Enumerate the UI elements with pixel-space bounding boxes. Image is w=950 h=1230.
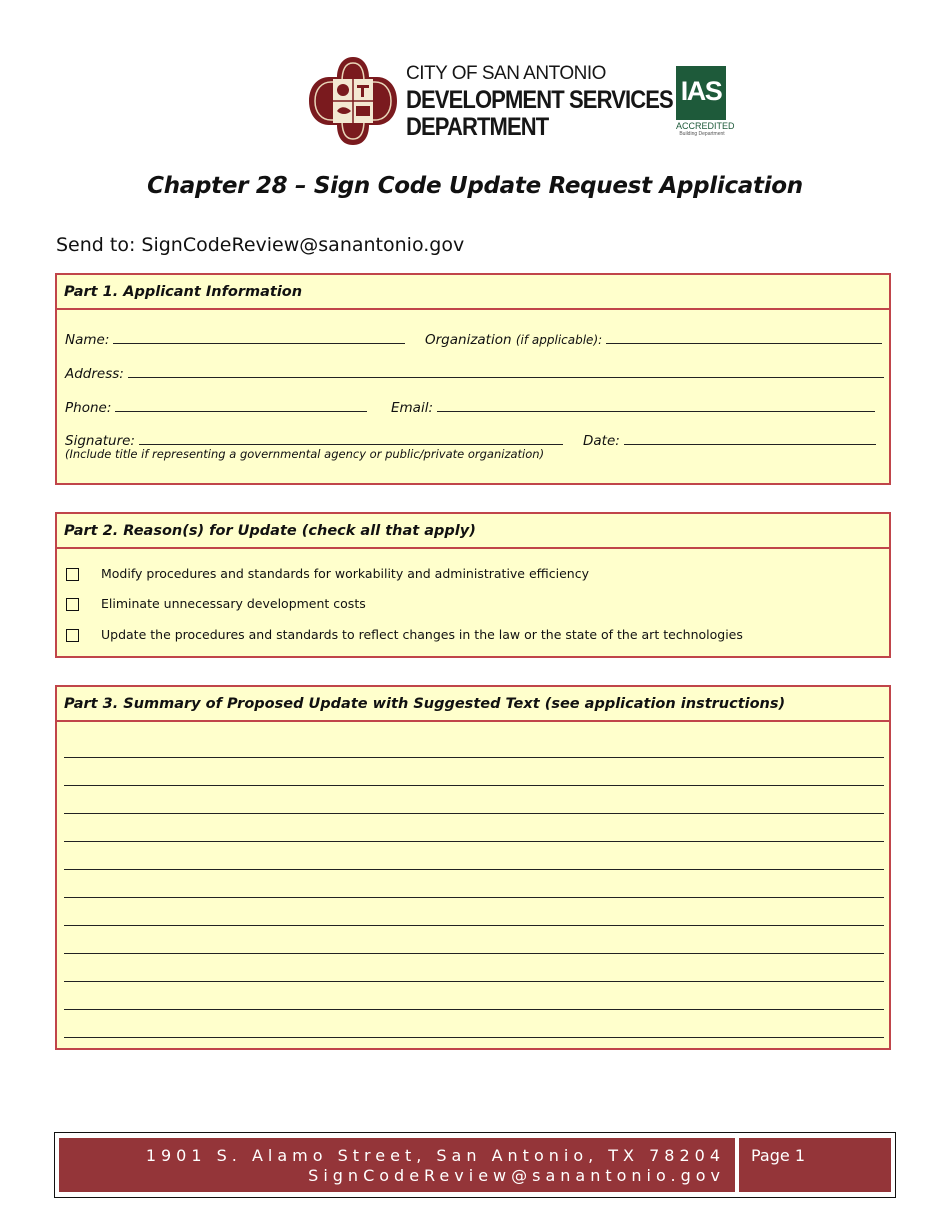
summary-line[interactable] (64, 841, 884, 842)
phone-row (65, 397, 367, 416)
part2-heading: Part 2. Reason(s) for Update (check all that apply) (57, 514, 889, 549)
organization-field[interactable] (606, 329, 882, 344)
summary-line[interactable] (64, 813, 884, 814)
signature-field[interactable] (139, 430, 563, 445)
address-field[interactable] (128, 363, 884, 378)
summary-line[interactable] (64, 785, 884, 786)
part2-reasons-for-update (55, 512, 891, 658)
checkbox[interactable] (66, 598, 79, 611)
reason-option[interactable] (66, 596, 366, 611)
reason-option[interactable] (66, 566, 589, 581)
organization-label: Organization (425, 332, 512, 348)
city-seal-icon (307, 55, 399, 147)
signature-note: (Include title if representing a governmental agency or public/private organization) (65, 447, 545, 461)
checkbox[interactable] (66, 568, 79, 581)
organization-note: (if applicable): (515, 333, 603, 347)
checkbox[interactable] (66, 629, 79, 642)
summary-line[interactable] (64, 757, 884, 758)
summary-line[interactable] (64, 981, 884, 982)
department-name (406, 60, 709, 141)
reason-option[interactable] (66, 627, 743, 642)
summary-line[interactable] (64, 953, 884, 954)
page-title: Chapter 28 – Sign Code Update Request Application (147, 173, 803, 199)
summary-line[interactable] (64, 869, 884, 870)
email-field[interactable] (437, 397, 875, 412)
signature-label: Signature: (65, 433, 135, 449)
city-name: CITY OF SAN ANTONIO (406, 63, 606, 84)
name-row (65, 329, 405, 348)
reason-label: Eliminate unnecessary development costs (101, 596, 366, 611)
ias-accredited-text: ACCREDITED (676, 121, 735, 131)
page-header (0, 52, 950, 148)
email-label: Email: (391, 400, 434, 416)
date-field[interactable] (624, 430, 876, 445)
phone-label: Phone: (65, 400, 112, 416)
phone-field[interactable] (115, 397, 367, 412)
ias-sub-text: Building Department (679, 131, 725, 137)
ias-accredited-logo (676, 66, 735, 137)
department-line-2: DEPARTMENT (406, 113, 549, 141)
page-footer (54, 1132, 896, 1198)
department-line-1: DEVELOPMENT SERVICES (406, 86, 673, 114)
name-label: Name: (65, 332, 110, 348)
address-label: Address: (65, 366, 124, 382)
organization-row (425, 329, 882, 348)
footer-contact (59, 1138, 735, 1192)
reason-label: Update the procedures and standards to reflect changes in the law or the state of the art technologies (101, 627, 743, 642)
part3-summary-of-update (55, 685, 891, 1050)
date-label: Date: (583, 433, 620, 449)
footer-address: 1901 S. Alamo Street, San Antonio, TX 78204 (145, 1146, 725, 1165)
name-field[interactable] (113, 329, 405, 344)
ias-logo-text: IAS (676, 66, 726, 120)
send-to-line: Send to: SignCodeReview@sanantonio.gov (56, 234, 465, 256)
summary-line[interactable] (64, 897, 884, 898)
email-row (391, 397, 875, 416)
part1-heading: Part 1. Applicant Information (57, 275, 889, 310)
summary-line[interactable] (64, 1037, 884, 1038)
footer-email: SignCodeReview@sanantonio.gov (308, 1166, 725, 1185)
reason-label: Modify procedures and standards for workability and administrative efficiency (101, 566, 589, 581)
address-row (65, 363, 884, 382)
footer-page-number: Page 1 (739, 1138, 891, 1192)
part3-heading: Part 3. Summary of Proposed Update with Suggested Text (see application instructions) (57, 687, 889, 722)
summary-line[interactable] (64, 925, 884, 926)
date-row (583, 430, 876, 449)
part1-applicant-information (55, 273, 891, 485)
summary-line[interactable] (64, 1009, 884, 1010)
